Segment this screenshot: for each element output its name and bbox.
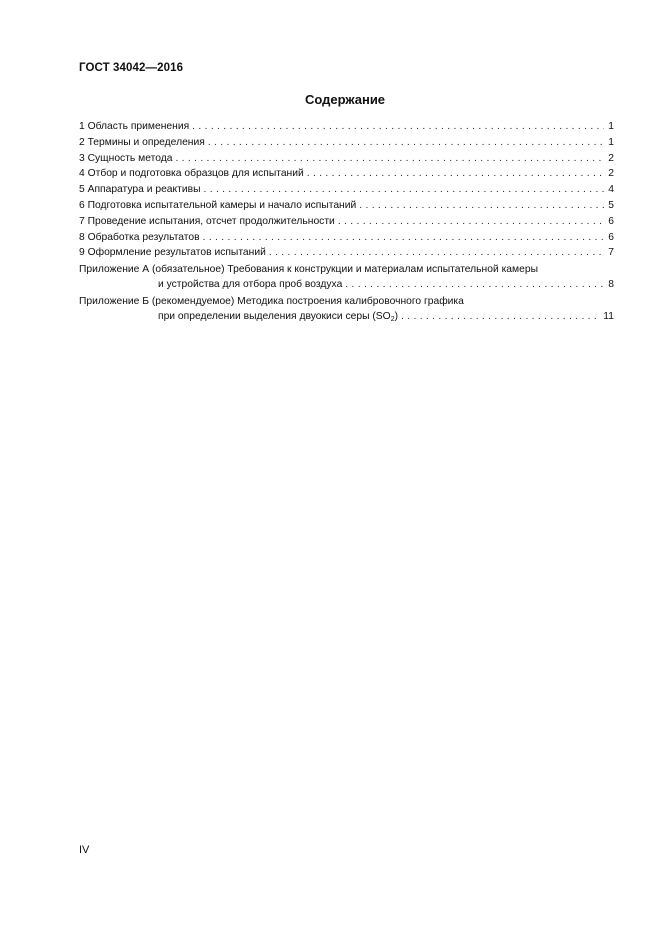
toc-entry[interactable] [79,135,614,151]
toc-entry-label: 7 Проведение испытания, отсчет продолжительности [79,215,335,227]
dot-leader [359,198,604,214]
toc-entry-page: 1 [608,121,614,132]
toc-entry[interactable] [79,214,614,230]
toc-entry-page: 8 [608,279,614,291]
table-of-contents [79,119,614,325]
appendix-continuation [79,309,614,325]
toc-entry-label: 6 Подготовка испытательной камеры и начало испытаний [79,199,357,211]
appendix-title: Приложение Б (рекомендуемое) Методика построения калибровочного графика [79,295,464,307]
document-code: ГОСТ 34042—2016 [79,62,184,74]
dot-leader [208,135,604,151]
toc-entry-page: 11 [603,311,614,323]
toc-entry-label: 1 Область применения [79,121,190,132]
toc-entry-page: 6 [608,215,614,227]
subscript-digit: 2 [390,316,395,324]
toc-entry[interactable] [79,230,614,246]
toc-entry[interactable] [79,166,614,182]
dot-leader [401,309,601,325]
toc-entry-page: 2 [608,152,614,164]
toc-entry[interactable] [79,182,614,198]
appendix-subtitle [158,309,398,325]
toc-entry[interactable] [79,245,614,261]
appendix-subtitle-close: ) [394,311,399,323]
toc-entry-page: 1 [608,136,614,148]
dot-leader [269,245,604,261]
page-number: IV [79,844,90,856]
appendix-subtitle: и устройства для отбора проб воздуха [158,279,343,291]
appendix-title: Приложение А (обязательное) Требования к конструкции и материалам испытательной камеры [79,263,538,275]
toc-entry[interactable] [79,151,614,167]
toc-appendix-b[interactable] [79,294,614,325]
dot-leader [345,277,604,293]
dot-leader [175,151,604,167]
toc-entry-label: 9 Оформление результатов испытаний [79,247,266,259]
toc-entry-page: 6 [608,231,614,243]
dot-leader [203,230,604,246]
dot-leader [192,119,604,135]
toc-entry[interactable] [79,119,614,135]
toc-title: Содержание [304,92,386,107]
toc-appendix-a[interactable] [79,262,614,293]
dot-leader [204,182,605,198]
appendix-subtitle-text: при определении выделения двуокиси серы (SO [158,311,391,323]
toc-entry-page: 4 [608,184,614,196]
toc-entry-label: 8 Обработка результатов [79,231,200,243]
toc-entry-page: 5 [608,199,614,211]
dot-leader [307,166,604,182]
toc-entry-label: 4 Отбор и подготовка образцов для испытаний [79,168,304,180]
dot-leader [338,214,604,230]
toc-entry-label: 2 Термины и определения [79,136,205,148]
toc-entry-page: 2 [608,168,614,180]
appendix-continuation [79,277,614,293]
toc-entry-page: 7 [608,247,614,259]
toc-entry[interactable] [79,198,614,214]
toc-entry-label: 3 Сущность метода [79,152,173,164]
toc-entry-label: 5 Аппаратура и реактивы [79,184,201,196]
